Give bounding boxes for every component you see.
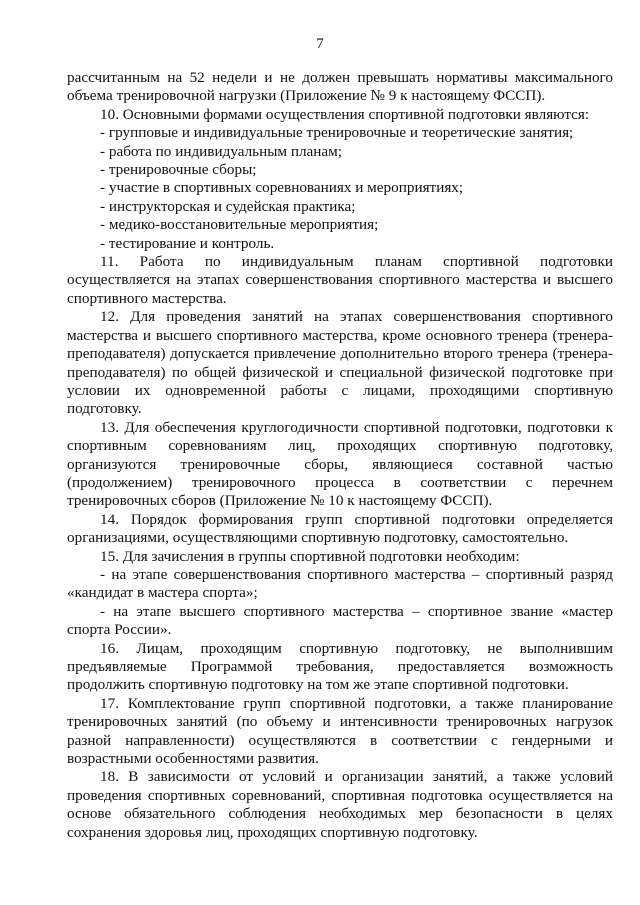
paragraph: 13. Для обеспечения круглогодичности спортивной подготовки, подготовки к спортивным соревнованиям лиц, проходящих спортивную подготовку, организуются тренировочные сборы, являющиеся составной частью (продолжением) тренировочного процесса в соответствии с перечнем тренировочных сборов (Приложение № 10 к настоящему ФССП). bbox=[67, 418, 613, 510]
document-body bbox=[67, 69, 613, 842]
list-item: - тренировочные сборы; bbox=[100, 161, 257, 179]
paragraph: 15. Для зачисления в группы спортивной подготовки необходим: bbox=[100, 547, 520, 565]
paragraph: - на этапе совершенствования спортивного мастерства – спортивный разряд «кандидат в мастера спорта»; bbox=[67, 565, 613, 602]
paragraph: 16. Лицам, проходящим спортивную подготовку, не выполнившим предъявляемые Программой требования, предоставляется возможность продолжить спортивную подготовку на том же этапе спортивной подготовки. bbox=[67, 639, 613, 694]
paragraph: 17. Комплектование групп спортивной подготовки, а также планирование тренировочных занятий (по объему и интенсивности тренировочных нагрузок разной направленности) осуществляются в соответствии с гендерными и возрастными особенностями развития. bbox=[67, 694, 613, 768]
paragraph: рассчитанным на 52 недели и не должен превышать нормативы максимального объема тренировочной нагрузки (Приложение № 9 к настоящему ФССП). bbox=[67, 69, 613, 105]
list-item: - участие в спортивных соревнованиях и мероприятиях; bbox=[100, 179, 464, 197]
list-item: - инструкторская и судейская практика; bbox=[100, 197, 356, 215]
paragraph: 11. Работа по индивидуальным планам спортивной подготовки осуществляется на этапах совершенствования спортивного мастерства и высшего спортивного мастерства. bbox=[67, 253, 613, 307]
paragraph: 12. Для проведения занятий на этапах совершенствования спортивного мастерства и высшего спортивного мастерства, кроме основного тренера (тренера-преподавателя) допускается привлечение дополнительно второго тренера (тренера-преподавателя) по общей физической и специальной физической подготовке при условии их одновременной работы с лицами, проходящими спортивную подготовку. bbox=[67, 308, 613, 418]
page-number: 7 bbox=[316, 36, 324, 52]
list-item: - групповые и индивидуальные тренировочные и теоретические занятия; bbox=[100, 124, 574, 142]
list-item: - работа по индивидуальным планам; bbox=[100, 142, 342, 160]
paragraph: - на этапе высшего спортивного мастерства – спортивное звание «мастер спорта России». bbox=[67, 602, 613, 639]
paragraph: 18. В зависимости от условий и организации занятий, а также условий проведения спортивных соревнований, спортивная подготовка осуществляется на основе обязательного соблюдения необходимых мер безопасности в целях сохранения здоровья лиц, проходящих спортивную подготовку. bbox=[67, 768, 613, 841]
list-item: - тестирование и контроль. bbox=[100, 234, 275, 252]
paragraph: 10. Основными формами осуществления спортивной подготовки являются: bbox=[100, 105, 590, 123]
list-item: - медико-восстановительные мероприятия; bbox=[100, 216, 379, 234]
paragraph: 14. Порядок формирования групп спортивной подготовки определяется организациями, осуществляющими спортивную подготовку, самостоятельно. bbox=[67, 510, 613, 547]
